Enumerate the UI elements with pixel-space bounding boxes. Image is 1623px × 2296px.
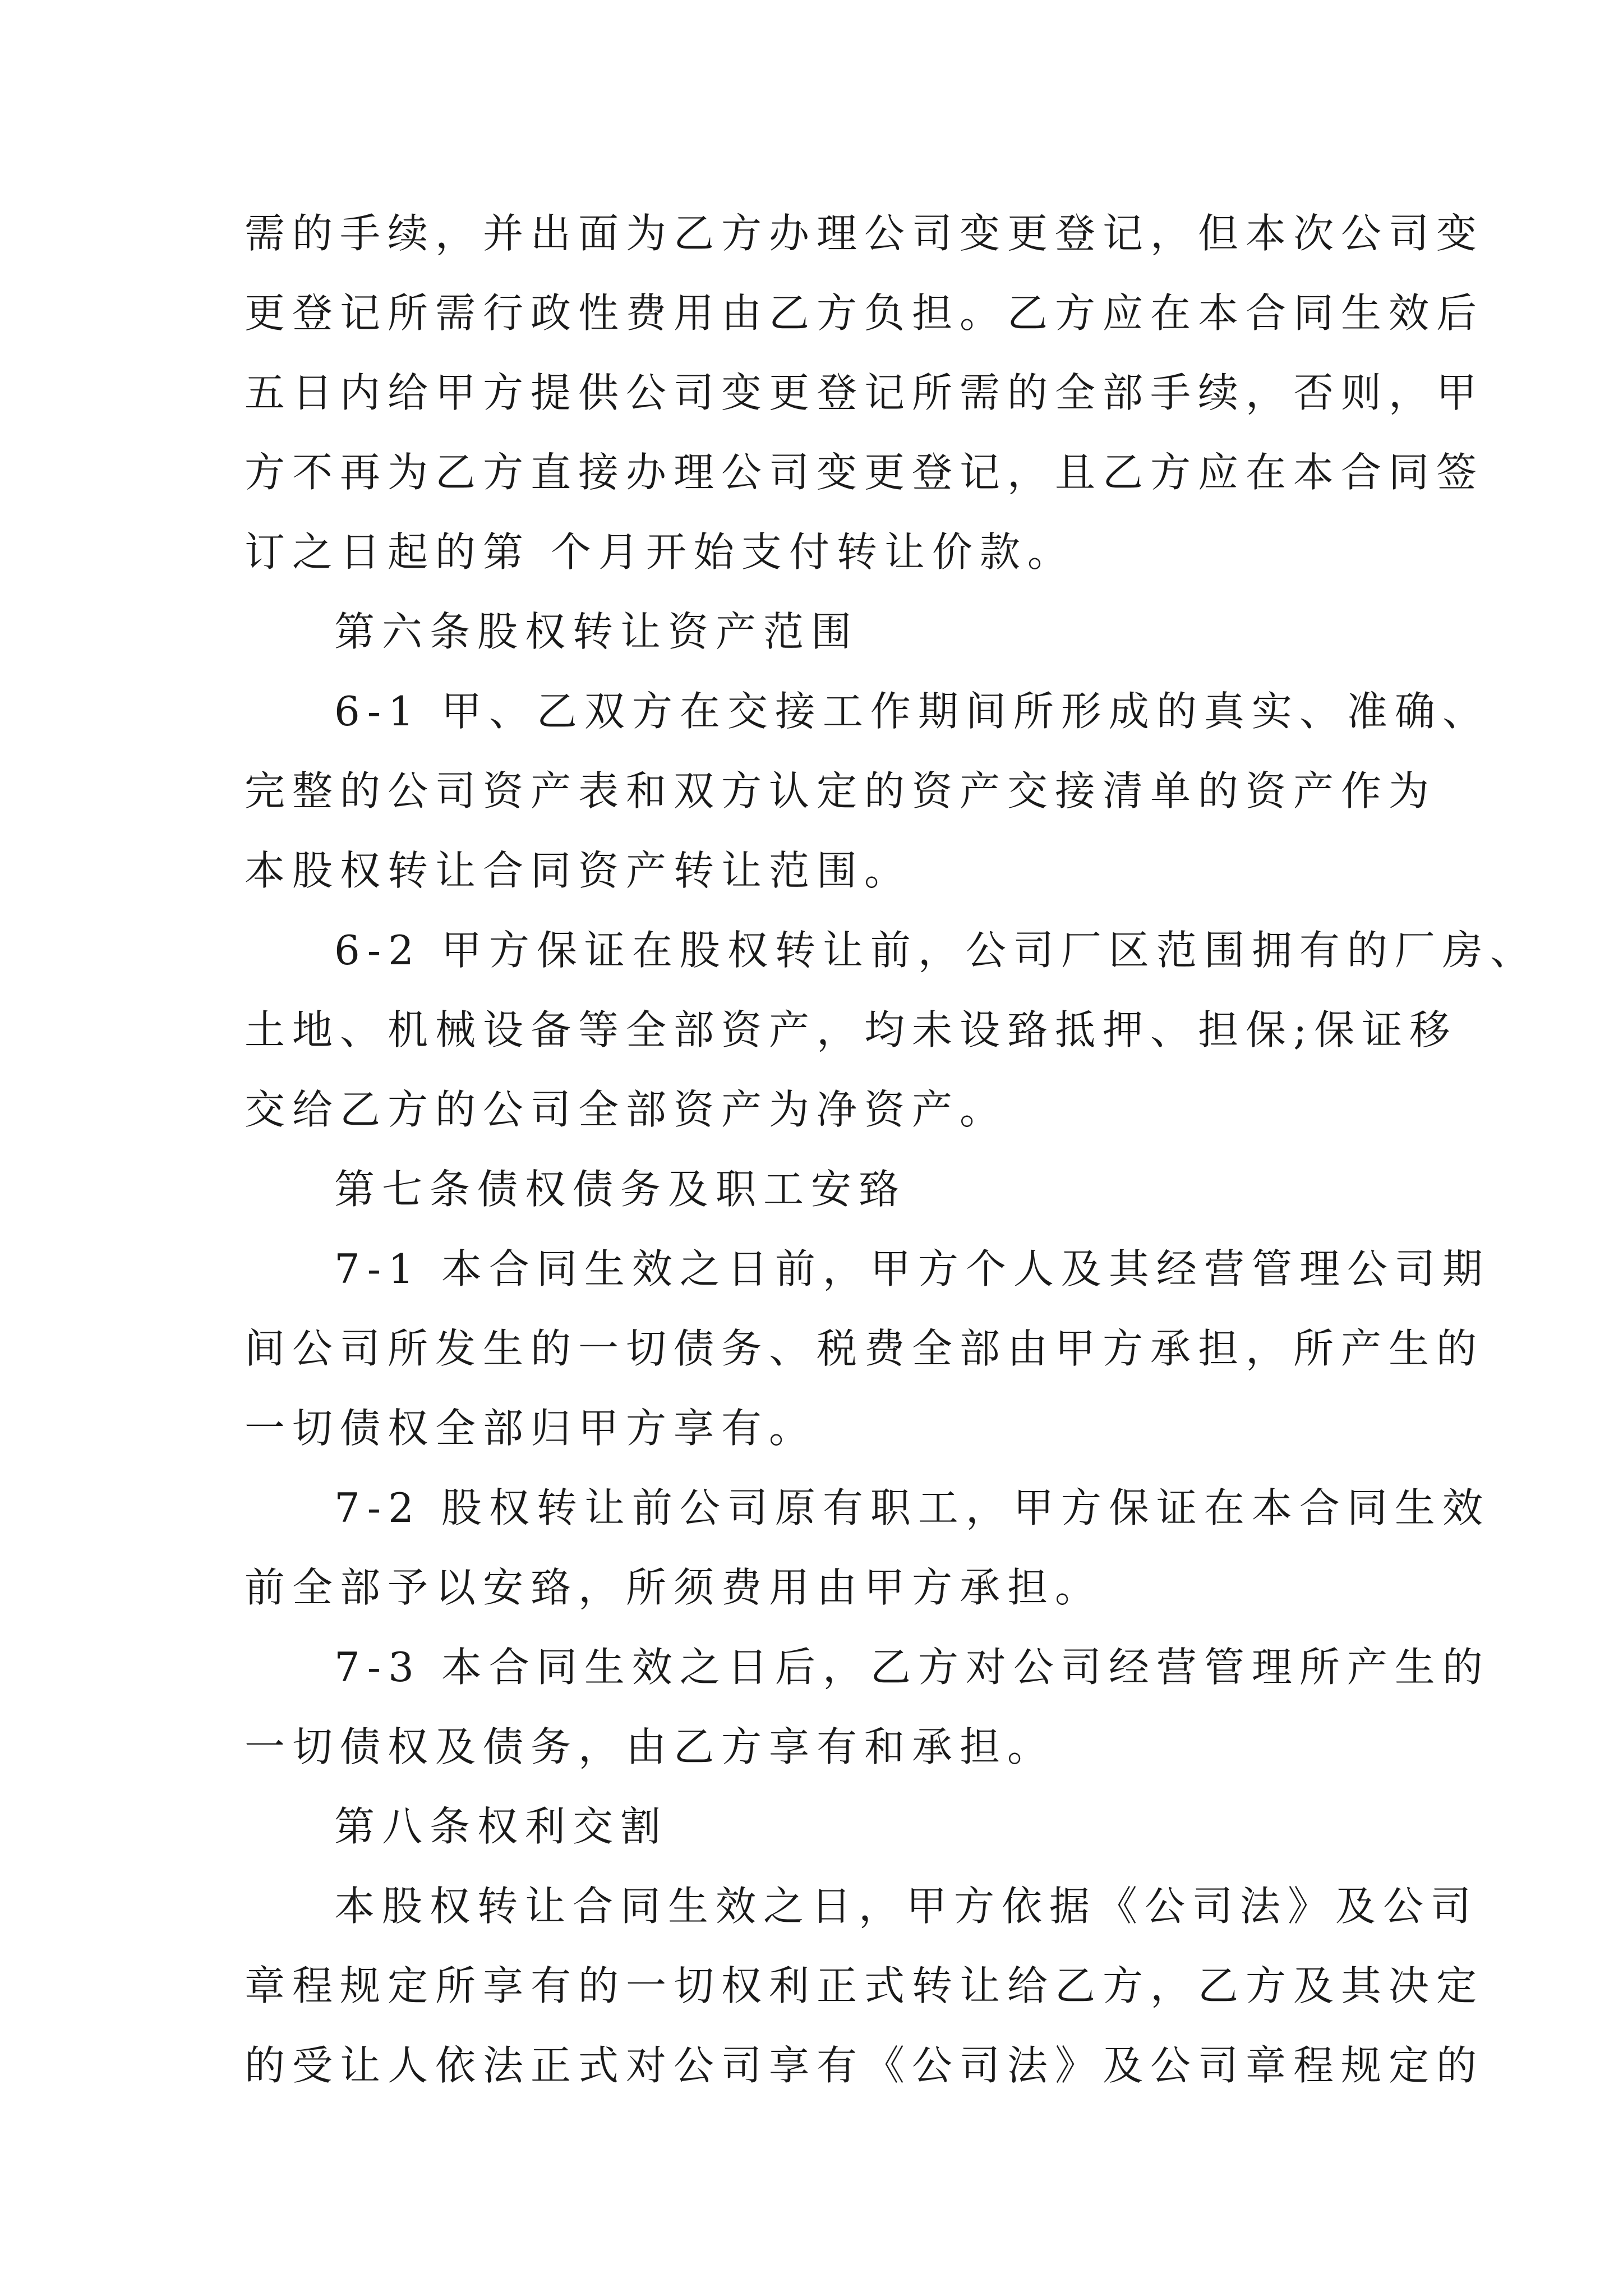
text-line: 方不再为乙方直接办理公司变更登记，且乙方应在本合同签 [245, 449, 1484, 496]
text-line: 交给乙方的公司全部资产为净资产。 [245, 1086, 1008, 1133]
text-line: 的受让人依法正式对公司享有《公司法》及公司章程规定的 [245, 2042, 1484, 2089]
text-line: 6-1 甲、乙双方在交接工作期间所形成的真实、准确、 [334, 688, 1490, 735]
text-line: 7-2 股权转让前公司原有职工，甲方保证在本合同生效 [334, 1484, 1490, 1531]
section-heading: 第七条债权债务及职工安臵 [334, 1166, 907, 1213]
text-line: 本股权转让合同资产转让范围。 [245, 847, 912, 894]
text-line: 7-3 本合同生效之日后，乙方对公司经营管理所产生的 [334, 1644, 1490, 1691]
text-line: 订之日起的第 个月开始支付转让价款。 [245, 528, 1075, 576]
text-line: 6-2 甲方保证在股权转让前，公司厂区范围拥有的厂房、 [334, 927, 1538, 974]
text-line: 前全部予以安臵，所须费用由甲方承担。 [245, 1564, 1103, 1611]
section-heading: 第八条权利交割 [334, 1803, 668, 1850]
text-line: 需的手续，并出面为乙方办理公司变更登记，但本次公司变 [245, 210, 1484, 257]
contract-body-text [245, 194, 1538, 2105]
text-line: 完整的公司资产表和双方认定的资产交接清单的资产作为 [245, 767, 1437, 815]
text-line: 一切债权全部归甲方享有。 [245, 1405, 817, 1452]
text-line: 五日内给甲方提供公司变更登记所需的全部手续，否则，甲 [245, 369, 1484, 416]
text-line: 一切债权及债务，由乙方享有和承担。 [245, 1723, 1055, 1770]
section-heading: 第六条股权转让资产范围 [334, 608, 859, 655]
text-line: 更登记所需行政性费用由乙方负担。乙方应在本合同生效后 [245, 289, 1484, 337]
text-line: 章程规定所享有的一切权利正式转让给乙方，乙方及其决定 [245, 1962, 1484, 2009]
text-line: 本股权转让合同生效之日，甲方依据《公司法》及公司 [334, 1883, 1479, 1930]
text-line: 土地、机械设备等全部资产，均未设臵抵押、担保;保证移 [245, 1006, 1458, 1053]
text-line: 间公司所发生的一切债务、税费全部由甲方承担，所产生的 [245, 1325, 1484, 1372]
text-line: 7-1 本合同生效之日前，甲方个人及其经营管理公司期 [334, 1245, 1490, 1292]
